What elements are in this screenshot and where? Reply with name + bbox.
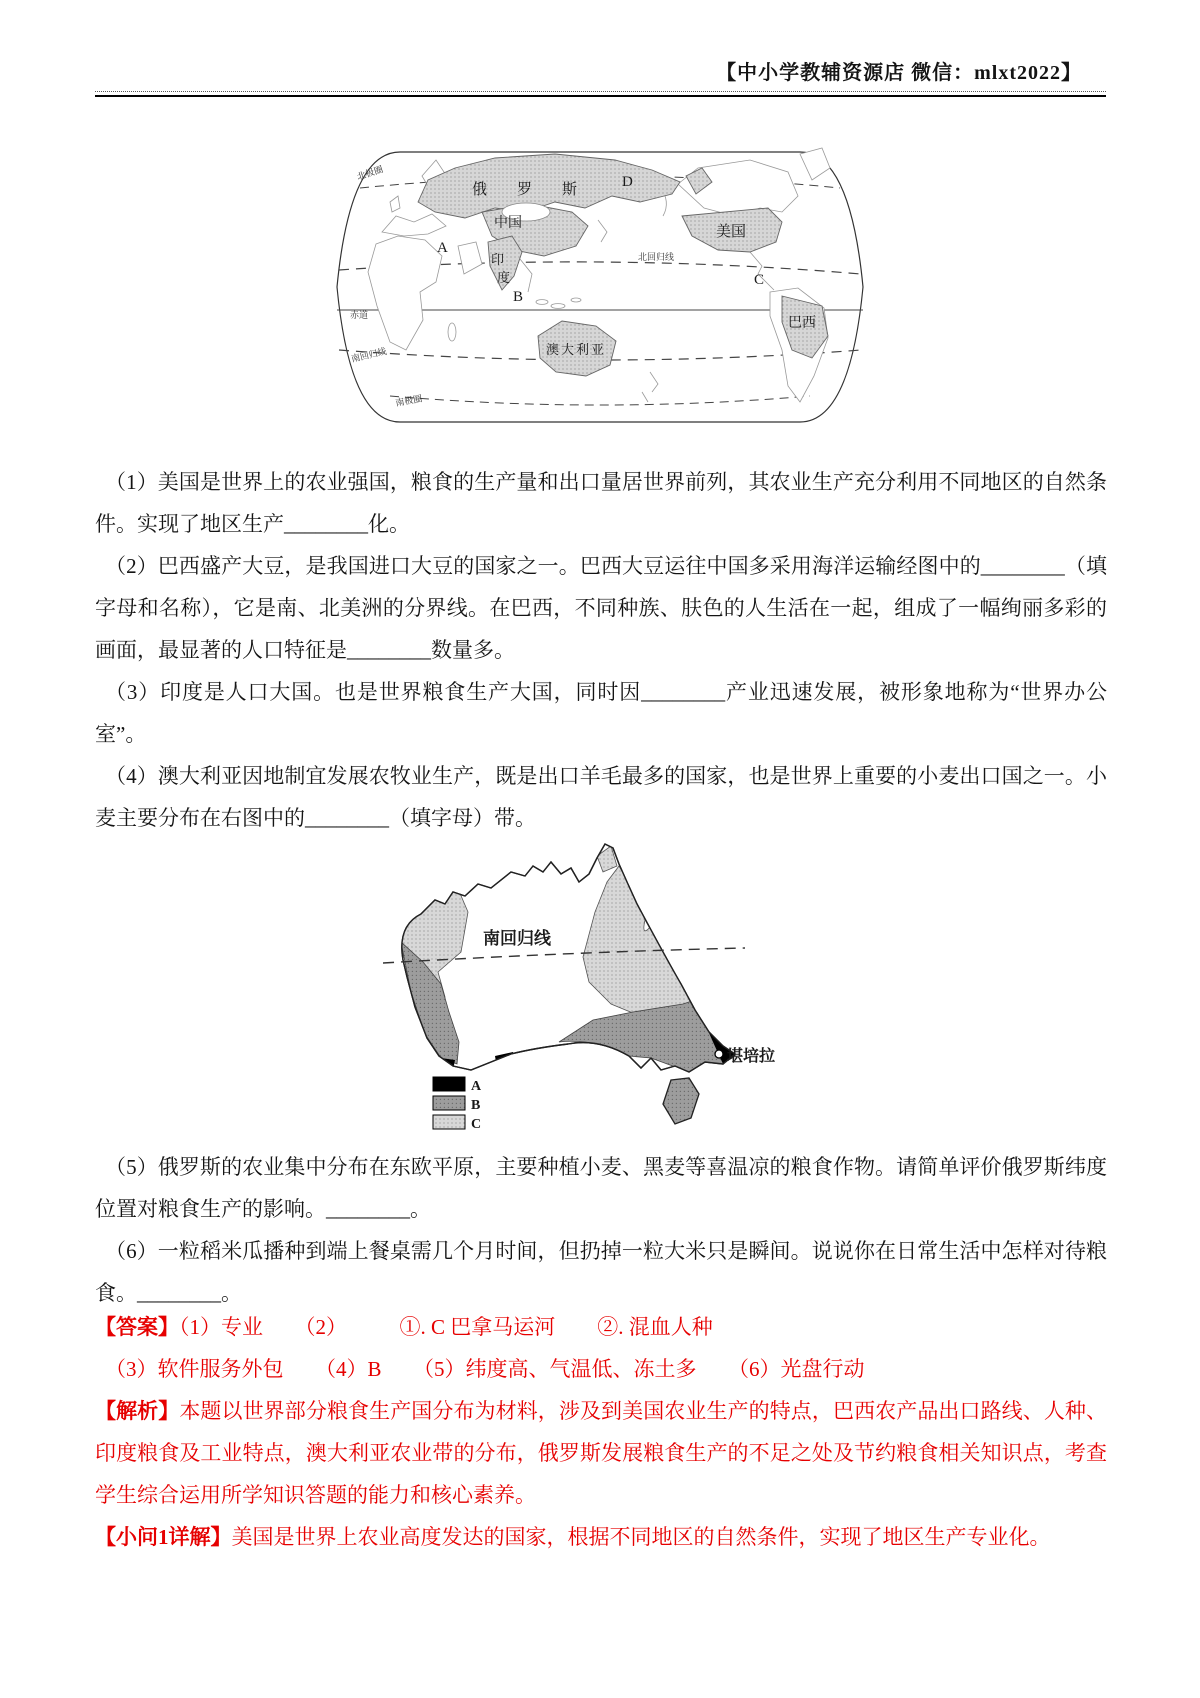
tasmania-shape	[663, 1078, 699, 1124]
questions-block-1	[95, 461, 1107, 839]
detail-1-tag: 【小问1详解】	[95, 1525, 232, 1549]
india-label-top: 印	[491, 252, 505, 267]
canberra-label: 堪培拉	[727, 1048, 776, 1065]
question-5: （5）俄罗斯的农业集中分布在东欧平原，主要种植小麦、黑麦等喜温凉的粮食作物。请简单评价俄罗斯纬度位置对粮食生产的影响。________。	[95, 1155, 1107, 1221]
answers-block	[95, 1306, 1107, 1558]
question-1: （1）美国是世界上的农业强国，粮食的生产量和出口量居世界前列，其农业生产充分利用不同地区的自然条件。实现了地区生产________化。	[95, 470, 1107, 536]
brazil-label: 巴西	[788, 316, 816, 331]
tropic-of-capricorn-label: 南回归线	[350, 346, 388, 364]
equator-label: 赤道	[350, 310, 369, 320]
world-map-svg	[330, 124, 870, 434]
question-3: （3）印度是人口大国。也是世界粮食生产大国，同时因________产业迅速发展，被形象地称为“世界办公室”。	[95, 680, 1107, 746]
answer-body: （1）专业 （2） ①. C 巴拿马运河 ②. 混血人种	[179, 1315, 713, 1339]
legend	[433, 1077, 482, 1132]
answer-line-1	[95, 1306, 1107, 1348]
arctic-circle-label: 北极圈	[355, 164, 385, 182]
legend-swatch-b	[433, 1096, 465, 1110]
point-a-label: A	[437, 240, 448, 256]
australia-map-figure	[383, 842, 803, 1142]
point-b-label: B	[513, 289, 524, 305]
world-map-figure	[330, 124, 870, 434]
australia-label: 澳大利亚	[546, 342, 607, 357]
canberra-dot	[715, 1050, 723, 1058]
legend-swatch-c	[433, 1115, 465, 1129]
china-label: 中国	[494, 216, 522, 231]
antarctic-circle-line	[390, 396, 810, 405]
legend-label-b: B	[471, 1098, 481, 1113]
tropic-of-cancer-label: 北回归线	[638, 252, 675, 262]
analysis-body: 本题以世界部分粮食生产国分布为材料，涉及到美国农业生产的特点，巴西农产品出口路线、人种、印度粮食及工业特点，澳大利亚农业带的分布，俄罗斯发展粮食生产的不足之处及节约粮食相关知识点，考查学生综合运用所学知识答题的能力和核心素养。	[95, 1399, 1107, 1507]
point-d-label: D	[622, 174, 633, 190]
point-c-label: C	[754, 272, 765, 288]
usa-label: 美国	[716, 224, 747, 240]
legend-label-c: C	[471, 1117, 482, 1132]
tropic-of-capricorn-label: 南回归线	[483, 929, 551, 948]
answer-tag: 【答案】	[95, 1315, 179, 1339]
answer-line-2: （3）软件服务外包 （4）B （5）纬度高、气温低、冻土多 （6）光盘行动	[105, 1357, 865, 1381]
analysis-tag: 【解析】	[95, 1399, 180, 1423]
australia-map-svg	[383, 842, 803, 1142]
legend-label-a: A	[471, 1079, 482, 1094]
analysis-paragraph	[95, 1390, 1107, 1516]
russia-label: 俄罗斯	[472, 182, 608, 198]
question-2: （2）巴西盛产大豆，是我国进口大豆的国家之一。巴西大豆运往中国多采用海洋运输经图中的________（填字母和名称），它是南、北美洲的分界线。在巴西，不同种族、肤色的人生活在一起，组成了一幅绚丽多彩的画面，最显著的人口特征是________数量多。	[95, 554, 1107, 662]
store-watermark: 【中小学教辅资源店 微信：mlxt2022】	[716, 62, 1082, 84]
question-6: （6）一粒稻米瓜播种到端上餐桌需几个月时间，但扔掉一粒大米只是瞬间。说说你在日常生活中怎样对待粮食。________。	[95, 1239, 1107, 1305]
antarctic-circle-label: 南极圈	[394, 393, 423, 408]
question-4: （4）澳大利亚因地制宜发展农牧业生产，既是出口羊毛最多的国家，也是世界上重要的小麦出口国之一。小麦主要分布在右图中的________（填字母）带。	[95, 764, 1107, 830]
questions-block-2	[95, 1146, 1107, 1314]
india-label-bottom: 度	[497, 270, 511, 285]
detail-1-body: 美国是世界上农业高度发达的国家，根据不同地区的自然条件，实现了地区生产专业化。	[231, 1525, 1051, 1549]
header-divider	[95, 91, 1106, 97]
legend-swatch-a	[433, 1077, 465, 1091]
detail-1-paragraph	[95, 1516, 1107, 1558]
